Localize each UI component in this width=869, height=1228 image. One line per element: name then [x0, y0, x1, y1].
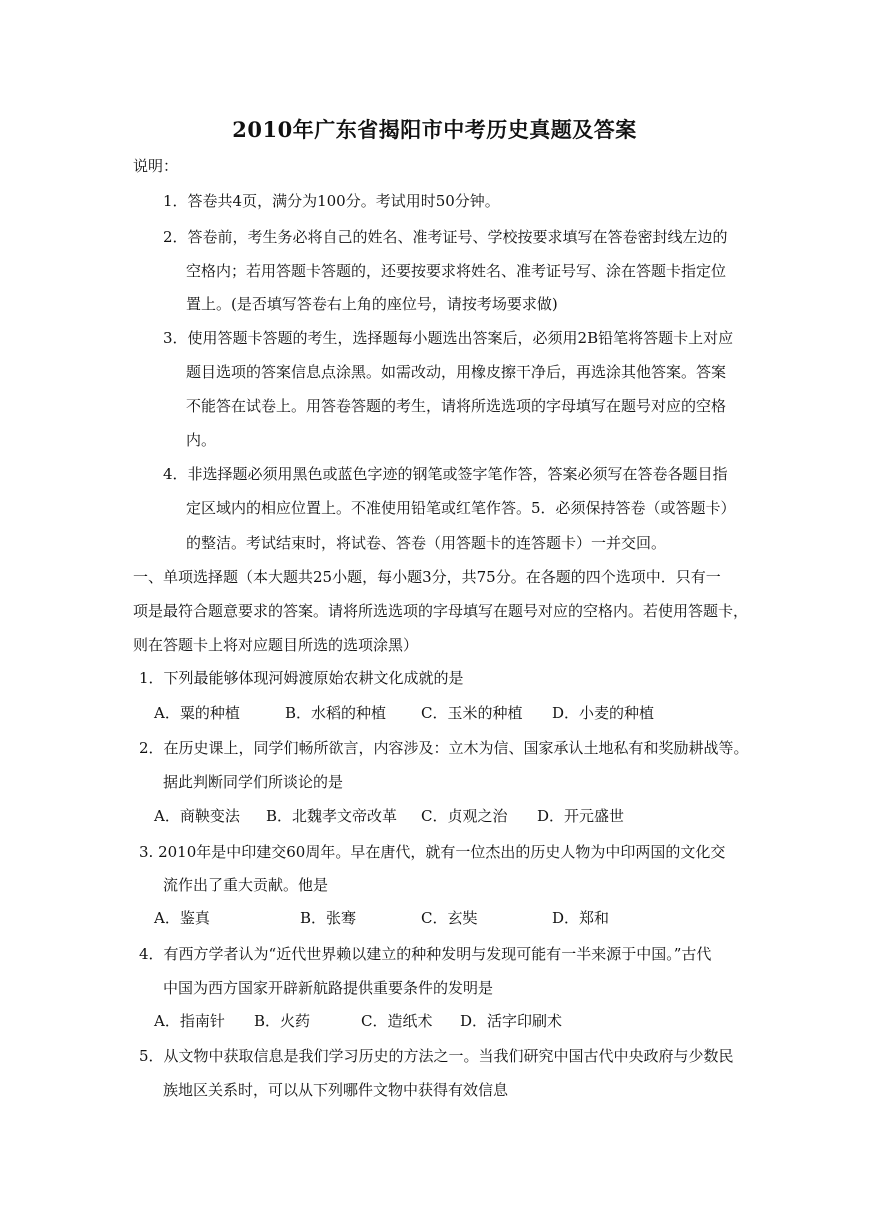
section-heading-line-3: 则在答题卡上将对应题目所选的选项涂黑） — [133, 636, 419, 654]
question-5-stem-line-1: 5．从文物中获取信息是我们学习历史的方法之一。当我们研究中国古代中央政府与少数民 — [139, 1047, 734, 1065]
question-3-stem-line-1: 3. 2010年是中印建交60周年。早在唐代，就有一位杰出的历史人物为中印两国的文化交 — [139, 843, 726, 861]
question-4-option-c: C．造纸术 — [361, 1012, 433, 1030]
question-3-option-c: C．玄奘 — [421, 909, 478, 927]
question-4-stem-line-1: 4．有西方学者认为“近代世界赖以建立的种种发明与发现可能有一半来源于中国。”古代 — [139, 945, 712, 963]
instruction-3-line-3: 不能答在试卷上。用答卷答题的考生，请将所选选项的字母填写在题号对应的空格 — [186, 397, 727, 415]
question-4-option-b: B．火药 — [254, 1012, 311, 1030]
instruction-2-line-1: 2．答卷前，考生务必将自己的姓名、准考证号、学校按要求填写在答卷密封线左边的 — [163, 228, 728, 246]
instruction-3-line-2: 题目选项的答案信息点涂黑。如需改动，用橡皮擦干净后，再选涂其他答案。答案 — [186, 363, 727, 381]
question-2-stem-line-2: 据此判断同学们所谈论的是 — [163, 773, 344, 791]
instruction-3-line-1: 3．使用答题卡答题的考生，选择题每小题选出答案后，必须用2B铅笔将答题卡上对应 — [163, 329, 734, 347]
question-2-option-b: B．北魏孝文帝改革 — [266, 807, 398, 825]
question-2-option-c: C．贞观之治 — [421, 807, 508, 825]
question-1-option-d: D．小麦的种植 — [552, 704, 655, 722]
question-4-option-a: A．指南针 — [154, 1012, 225, 1030]
section-heading-line-2: 项是最符合题意要求的答案。请将所选选项的字母填写在题号对应的空格内。若使用答题卡， — [133, 602, 749, 620]
question-3-option-d: D．郑和 — [552, 909, 610, 927]
instruction-1-line-1: 1．答卷共4页，满分为100分。考试用时50分钟。 — [163, 192, 500, 210]
question-1-option-c: C．玉米的种植 — [421, 704, 523, 722]
question-1-option-a: A．粟的种植 — [154, 704, 240, 722]
instruction-4-line-1: 4．非选择题必须用黑色或蓝色字迹的钢笔或签字笔作答，答案必须写在答卷各题目指 — [163, 465, 728, 483]
question-1-option-b: B．水稻的种植 — [285, 704, 387, 722]
question-2-option-d: D．开元盛世 — [537, 807, 625, 825]
question-4-stem-line-2: 中国为西方国家开辟新航路提供重要条件的发明是 — [163, 979, 494, 997]
instruction-4-line-2: 定区域内的相应位置上。不准使用铅笔或红笔作答。5．必须保持答卷（或答题卡） — [186, 499, 736, 517]
question-2-stem-line-1: 2．在历史课上，同学们畅所欲言，内容涉及：立木为信、国家承认土地私有和奖励耕战等。 — [139, 739, 749, 757]
instruction-4-line-3: 的整洁。考试结束时，将试卷、答卷（用答题卡的连答题卡）一并交回。 — [186, 534, 667, 552]
question-2-option-a: A．商鞅变法 — [154, 807, 240, 825]
instruction-3-line-4: 内。 — [186, 431, 217, 449]
document-title: 2010年广东省揭阳市中考历史真题及答案 — [232, 117, 637, 142]
question-4-option-d: D．活字印刷术 — [460, 1012, 563, 1030]
question-5-stem-line-2: 族地区关系时，可以从下列哪件文物中获得有效信息 — [163, 1081, 509, 1099]
question-3-stem-line-2: 流作出了重大贡献。他是 — [163, 876, 329, 894]
question-3-option-a: A．鉴真 — [154, 909, 210, 927]
question-1-stem: 1．下列最能够体现河姆渡原始农耕文化成就的是 — [139, 669, 464, 687]
instruction-2-line-2: 空格内；若用答题卡答题的，还要按要求将姓名、准考证号写、涂在答题卡指定位 — [186, 262, 727, 280]
instruction-2-line-3: 置上。(是否填写答卷右上角的座位号，请按考场要求做) — [186, 295, 558, 313]
section-heading-line-1: 一、单项选择题（本大题共25小题，每小题3分，共75分。在各题的四个选项中．只有一 — [133, 568, 721, 586]
question-3-option-b: B．张骞 — [300, 909, 357, 927]
intro-label: 说明： — [133, 157, 179, 175]
